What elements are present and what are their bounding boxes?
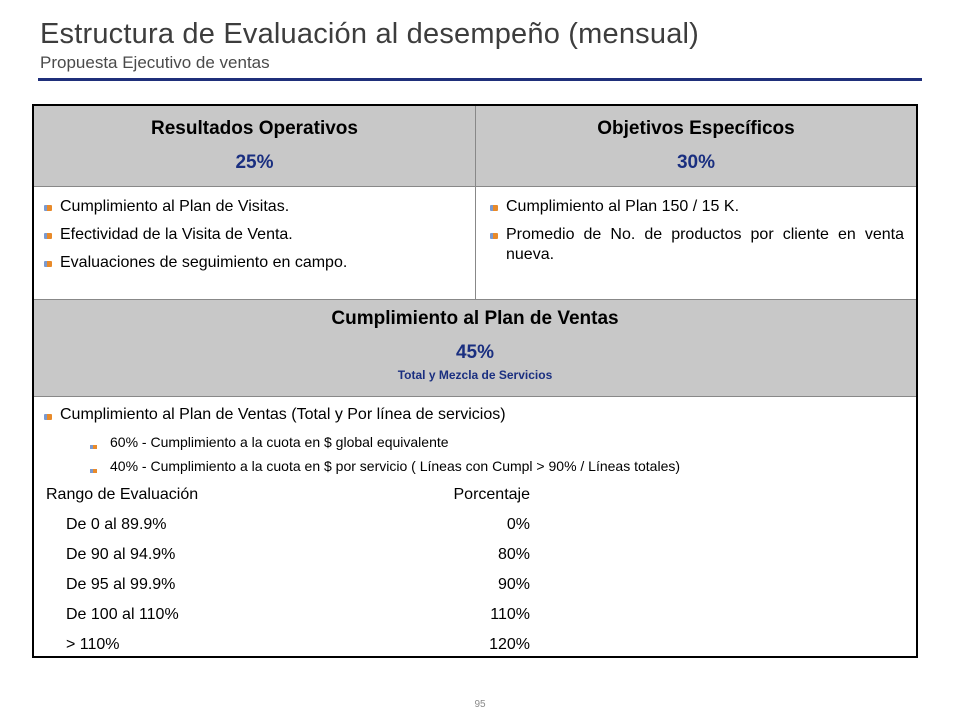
rango-cell: De 95 al 99.9% [66,576,176,593]
plan-ventas-header [34,300,916,397]
porcentaje-cell: 110% [490,606,530,623]
objetivos-list-cell [476,187,916,299]
list-item-text: Cumplimiento al Plan 150 / 15 K. [506,198,740,215]
objetivos-list [476,197,904,273]
operativos-percent: 25% [235,152,274,173]
objetivos-percent: 30% [676,152,716,173]
list-item-text: Efectividad de la Visita de Venta. [60,226,293,243]
list-item [476,225,904,265]
bullet-icon [490,233,498,239]
rango-cell: De 100 al 110% [66,606,179,623]
table-row [46,636,530,666]
plan-ventas-subtitle: Total y Mezcla de Servicios [397,368,553,382]
list-item-text: Evaluaciones de seguimiento en campo. [60,254,348,271]
sub-bullet-icon [90,469,97,473]
rango-evaluacion-table [46,486,530,666]
porcentaje-cell: 120% [489,636,530,653]
bullet-icon [490,205,498,211]
section-header-row [34,106,916,187]
rango-header-row [46,486,530,516]
page-subtitle: Propuesta Ejecutivo de ventas [40,53,270,72]
operativos-list-cell [34,187,476,299]
list-item [476,197,904,217]
table-row [46,576,530,606]
operativos-header [34,106,476,186]
plan-ventas-detail [34,397,916,656]
porcentaje-header: Porcentaje [453,486,530,503]
list-item-text: Cumplimiento al Plan de Visitas. [60,198,290,215]
bullet-icon [44,261,52,267]
sub-bullet-icon [90,445,97,449]
porcentaje-cell: 0% [506,516,530,533]
plan-main-item: Cumplimiento al Plan de Ventas (Total y Por línea de servicios) [60,406,506,423]
list-item [34,253,347,273]
plan-ventas-percent: 45% [455,342,495,363]
rango-cell: De 0 al 89.9% [66,516,167,533]
plan-ventas-title: Cumplimiento al Plan de Ventas [331,308,619,329]
title-divider [38,78,922,81]
list-item [34,197,347,217]
bullet-icon [44,205,52,211]
operativos-list [34,197,347,281]
table-row [46,516,530,546]
operativos-title: Resultados Operativos [151,118,358,139]
page-number: 95 [474,699,486,710]
plan-sub-item: 60% - Cumplimiento a la cuota en $ global equivalente [110,434,449,450]
porcentaje-cell: 90% [497,576,530,593]
porcentaje-cell: 80% [497,546,530,563]
bullets-row [34,187,916,300]
bullet-icon [44,414,52,420]
table-row [46,606,530,636]
objetivos-title: Objetivos Específicos [597,118,795,139]
rango-cell: De 90 al 94.9% [66,546,176,563]
objetivos-header [476,106,916,186]
table-row [46,546,530,576]
page-title: Estructura de Evaluación al desempeño (mensual) [40,18,700,50]
list-item [34,225,347,245]
list-item-text: Promedio de No. de productos por cliente en venta nueva. [506,226,904,263]
rango-header: Rango de Evaluación [46,486,199,503]
rango-cell: > 110% [66,636,120,653]
bullet-icon [44,233,52,239]
evaluation-table [32,104,918,658]
plan-sub-item: 40% - Cumplimiento a la cuota en $ por servicio ( Líneas con Cumpl > 90% / Líneas totales) [110,458,681,474]
